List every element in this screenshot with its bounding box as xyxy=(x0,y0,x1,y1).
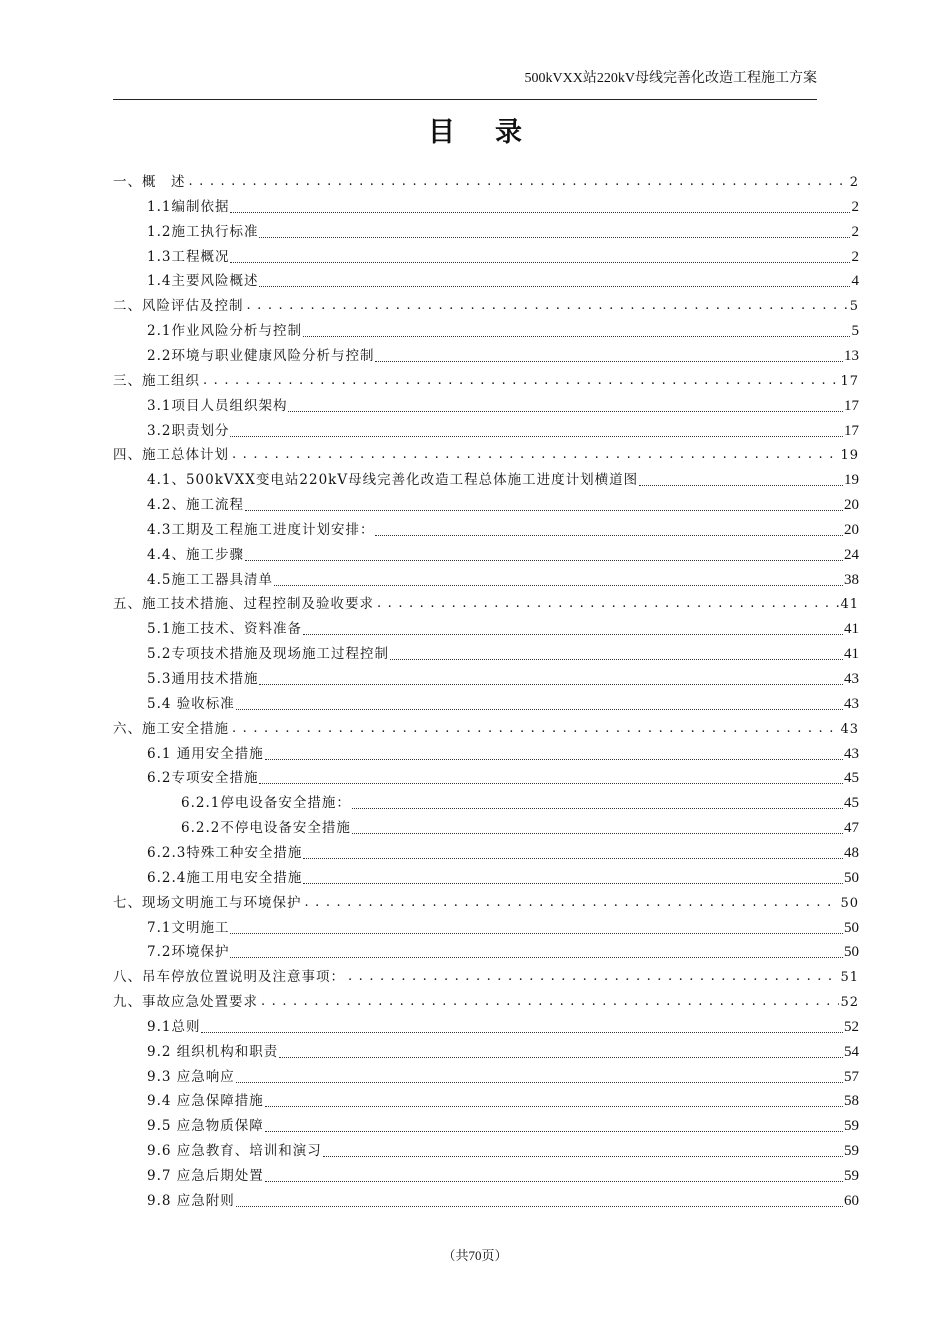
toc-entry-label: 5.2专项技术措施及现场施工过程控制 xyxy=(147,646,389,663)
toc-entry-page-number: 45 xyxy=(844,795,859,812)
toc-dot-leader xyxy=(375,345,843,362)
toc-entry-page-number: 17 xyxy=(844,422,859,439)
toc-entry-label: 9.2 组织机构和职责 xyxy=(147,1043,279,1060)
toc-entry-label: 二、风险评估及控制 xyxy=(113,298,244,315)
toc-entry-label: 六、施工安全措施 xyxy=(113,720,229,737)
toc-entry[interactable] xyxy=(147,1190,859,1212)
toc-dot-leader xyxy=(265,743,843,760)
toc-entry[interactable] xyxy=(147,618,859,640)
toc-entry-page-number: 13 xyxy=(844,347,859,364)
toc-dot-leader xyxy=(230,941,843,958)
toc-dot-leader xyxy=(639,469,843,486)
toc-entry[interactable] xyxy=(113,892,859,914)
toc-entry-label: 4.3工期及工程施工进度计划安排： xyxy=(147,521,375,538)
toc-entry-label: 6.2.1停电设备安全措施： xyxy=(181,795,351,812)
toc-dot-leader xyxy=(259,668,843,685)
toc-entry[interactable] xyxy=(147,917,859,939)
toc-entry-page-number: 41 xyxy=(840,597,859,613)
toc-entry-label: 5.4 验收标准 xyxy=(147,695,235,712)
toc-entry-page-number: 54 xyxy=(844,1043,859,1060)
toc-dot-leader xyxy=(265,1165,843,1182)
toc-entry[interactable] xyxy=(147,320,859,342)
toc-entry-label: 5.3通用技术措施 xyxy=(147,671,259,687)
toc-entry-page-number: 59 xyxy=(844,1168,859,1184)
toc-dot-leader xyxy=(230,444,839,466)
toc-entry-page-number: 41 xyxy=(844,621,859,638)
toc-entry-page-number: 4 xyxy=(851,273,859,290)
toc-dot-leader xyxy=(303,867,843,884)
toc-dot-leader xyxy=(303,892,840,914)
toc-dot-leader xyxy=(352,792,843,809)
toc-entry[interactable] xyxy=(147,395,859,417)
toc-entry[interactable] xyxy=(113,991,859,1013)
toc-entry[interactable] xyxy=(147,643,859,665)
toc-dot-leader xyxy=(265,1115,843,1132)
toc-entry-page-number: 17 xyxy=(840,373,859,389)
toc-entry-page-number: 19 xyxy=(844,472,859,489)
toc-dot-leader xyxy=(288,395,843,412)
toc-entry-label: 6.2.2不停电设备安全措施 xyxy=(181,820,351,837)
toc-dot-leader xyxy=(230,917,843,934)
toc-entry-page-number: 60 xyxy=(844,1192,859,1209)
toc-entry[interactable] xyxy=(147,221,859,243)
header-divider xyxy=(113,99,817,100)
toc-entry-label: 9.4 应急保障措施 xyxy=(147,1093,264,1110)
toc-dot-leader xyxy=(323,1140,843,1157)
toc-entry-page-number: 5 xyxy=(851,323,859,340)
toc-entry-label: 1.2施工执行标准 xyxy=(147,223,259,240)
toc-dot-leader xyxy=(352,817,843,834)
toc-entry-page-number: 47 xyxy=(844,820,859,837)
toc-entry-label: 7.2环境保护 xyxy=(147,944,230,961)
toc-entry[interactable] xyxy=(147,668,859,690)
toc-entry-page-number: 57 xyxy=(844,1068,859,1085)
toc-entry[interactable] xyxy=(113,444,859,466)
toc-entry-label: 1.1编制依据 xyxy=(147,198,230,215)
toc-dot-leader xyxy=(230,196,850,213)
toc-entry-label: 2.2环境与职业健康风险分析与控制 xyxy=(147,347,375,364)
toc-entry-page-number: 38 xyxy=(844,571,859,588)
toc-entry-label: 9.6 应急教育、培训和演习 xyxy=(147,1143,322,1160)
toc-dot-leader xyxy=(187,171,849,193)
toc-dot-leader xyxy=(230,420,843,437)
toc-entry[interactable] xyxy=(147,420,859,442)
toc-entry-label: 1.3工程概况 xyxy=(147,248,230,265)
toc-entry-label: 一、概 述 xyxy=(113,174,186,190)
toc-dot-leader xyxy=(259,221,850,238)
toc-entry-page-number: 48 xyxy=(844,844,859,861)
toc-entry[interactable] xyxy=(147,1041,859,1063)
toc-dot-leader xyxy=(230,246,850,263)
toc-entry[interactable] xyxy=(147,246,859,268)
toc-entry[interactable] xyxy=(147,693,859,715)
toc-entry[interactable] xyxy=(147,1016,859,1038)
toc-entry-label: 1.4主要风险概述 xyxy=(147,273,259,290)
toc-entry[interactable] xyxy=(147,469,859,491)
toc-entry[interactable] xyxy=(113,370,859,392)
toc-entry-page-number: 50 xyxy=(844,919,859,936)
toc-dot-leader xyxy=(259,991,839,1013)
toc-entry-label: 4.2、施工流程 xyxy=(147,497,244,514)
toc-entry[interactable] xyxy=(147,196,859,218)
toc-entry-label: 4.4、施工步骤 xyxy=(147,546,244,563)
toc-entry-label: 3.1项目人员组织架构 xyxy=(147,397,288,414)
toc-dot-leader xyxy=(265,1090,843,1107)
toc-entry-page-number: 45 xyxy=(844,770,859,787)
toc-dot-leader xyxy=(303,320,850,337)
toc-dot-leader xyxy=(236,693,843,710)
toc-entry-page-number: 2 xyxy=(851,198,859,215)
toc-dot-leader xyxy=(375,593,839,615)
toc-entry[interactable] xyxy=(147,494,859,516)
toc-entry[interactable] xyxy=(147,1115,859,1137)
toc-entry-label: 八、吊车停放位置说明及注意事项： xyxy=(113,969,345,986)
toc-entry-page-number: 43 xyxy=(840,721,859,737)
toc-entry-page-number: 19 xyxy=(840,448,859,464)
toc-entry[interactable] xyxy=(113,718,859,740)
toc-entry-label: 5.1施工技术、资料准备 xyxy=(147,621,302,638)
toc-entry[interactable] xyxy=(113,966,859,988)
toc-dot-leader xyxy=(236,1066,843,1083)
toc-entry-page-number: 50 xyxy=(840,895,859,911)
toc-entry[interactable] xyxy=(113,593,859,615)
toc-entry[interactable] xyxy=(147,569,859,591)
toc-entry-label: 6.2专项安全措施 xyxy=(147,770,259,787)
toc-entry-label: 9.3 应急响应 xyxy=(147,1068,235,1085)
toc-entry-page-number: 20 xyxy=(844,521,859,538)
toc-entry-label: 6.1 通用安全措施 xyxy=(147,745,264,762)
document-title: 目录 xyxy=(428,117,562,148)
toc-entry[interactable] xyxy=(147,941,859,963)
toc-entry[interactable] xyxy=(181,817,859,839)
toc-entry-page-number: 41 xyxy=(844,646,859,663)
toc-entry-label: 五、施工技术措施、过程控制及验收要求 xyxy=(113,596,374,613)
toc-entry-label: 2.1作业风险分析与控制 xyxy=(147,323,302,340)
toc-entry[interactable] xyxy=(147,270,859,292)
toc-entry-page-number: 52 xyxy=(840,995,859,1011)
toc-entry[interactable] xyxy=(147,1066,859,1088)
toc-entry[interactable] xyxy=(147,767,859,789)
toc-dot-leader xyxy=(230,718,839,740)
toc-entry-label: 9.7 应急后期处置 xyxy=(147,1168,264,1184)
toc-dot-leader xyxy=(201,1016,843,1033)
toc-entry[interactable] xyxy=(147,842,859,864)
toc-dot-leader xyxy=(259,270,850,287)
toc-dot-leader xyxy=(303,842,843,859)
toc-entry-label: 9.1总则 xyxy=(147,1018,201,1035)
toc-dot-leader xyxy=(259,767,843,784)
toc-dot-leader xyxy=(279,1041,843,1058)
toc-entry-page-number: 43 xyxy=(844,671,859,687)
toc-entry-page-number: 51 xyxy=(840,970,859,986)
toc-entry-page-number: 17 xyxy=(844,397,859,414)
toc-entry-label: 七、现场文明施工与环境保护 xyxy=(113,894,302,911)
toc-dot-leader xyxy=(201,370,839,392)
toc-entry-page-number: 43 xyxy=(844,695,859,712)
toc-entry-page-number: 24 xyxy=(844,546,859,563)
toc-dot-leader xyxy=(236,1190,843,1207)
toc-entry-page-number: 52 xyxy=(844,1018,859,1035)
toc-entry-page-number: 50 xyxy=(844,944,859,961)
toc-dot-leader xyxy=(245,295,849,317)
toc-entry-label: 九、事故应急处置要求 xyxy=(113,994,258,1011)
toc-dot-leader xyxy=(245,494,843,511)
toc-entry-page-number: 2 xyxy=(849,175,859,190)
toc-dot-leader xyxy=(390,643,843,660)
toc-entry-label: 3.2职责划分 xyxy=(147,422,230,439)
running-header-title: 500kVXX站220kV母线完善化改造工程施工方案 xyxy=(524,71,817,86)
toc-entry[interactable] xyxy=(113,171,859,193)
toc-entry-label: 6.2.3特殊工种安全措施 xyxy=(147,844,303,861)
toc-entry[interactable] xyxy=(147,544,859,566)
toc-entry[interactable] xyxy=(113,295,859,317)
toc-entry-page-number: 43 xyxy=(844,745,859,762)
toc-entry[interactable] xyxy=(147,1140,859,1162)
toc-entry-label: 6.2.4施工用电安全措施 xyxy=(147,869,303,886)
toc-entry-page-number: 5 xyxy=(849,299,859,315)
toc-entry-label: 三、施工组织 xyxy=(113,372,200,389)
toc-entry-label: 四、施工总体计划 xyxy=(113,447,229,464)
toc-entry-page-number: 2 xyxy=(851,248,859,265)
page-footer: （共70页） xyxy=(442,1248,508,1263)
toc-entry-label: 9.8 应急附则 xyxy=(147,1192,235,1209)
toc-entry[interactable] xyxy=(147,345,859,367)
toc-dot-leader xyxy=(346,966,839,988)
toc-entry-page-number: 2 xyxy=(851,223,859,240)
toc-entry-page-number: 58 xyxy=(844,1093,859,1110)
toc-entry[interactable] xyxy=(147,743,859,765)
toc-entry-label: 4.5施工工器具清单 xyxy=(147,571,273,588)
toc-entry-page-number: 50 xyxy=(844,869,859,886)
toc-entry-page-number: 59 xyxy=(844,1118,859,1135)
toc-entry-page-number: 20 xyxy=(844,497,859,514)
toc-dot-leader xyxy=(303,618,843,635)
toc-entry-page-number: 59 xyxy=(844,1143,859,1160)
toc-entry-label: 7.1文明施工 xyxy=(147,919,230,936)
toc-dot-leader xyxy=(375,519,843,536)
toc-entry-label: 9.5 应急物质保障 xyxy=(147,1118,264,1135)
toc-entry[interactable] xyxy=(181,792,859,814)
toc-entry[interactable] xyxy=(147,1090,859,1112)
toc-dot-leader xyxy=(245,544,843,561)
toc-entry[interactable] xyxy=(147,1165,859,1187)
toc-dot-leader xyxy=(274,569,843,586)
toc-entry-label: 4.1、500kVXX变电站220kV母线完善化改造工程总体施工进度计划横道图 xyxy=(147,472,639,489)
toc-entry[interactable] xyxy=(147,519,859,541)
toc-entry[interactable] xyxy=(147,867,859,889)
